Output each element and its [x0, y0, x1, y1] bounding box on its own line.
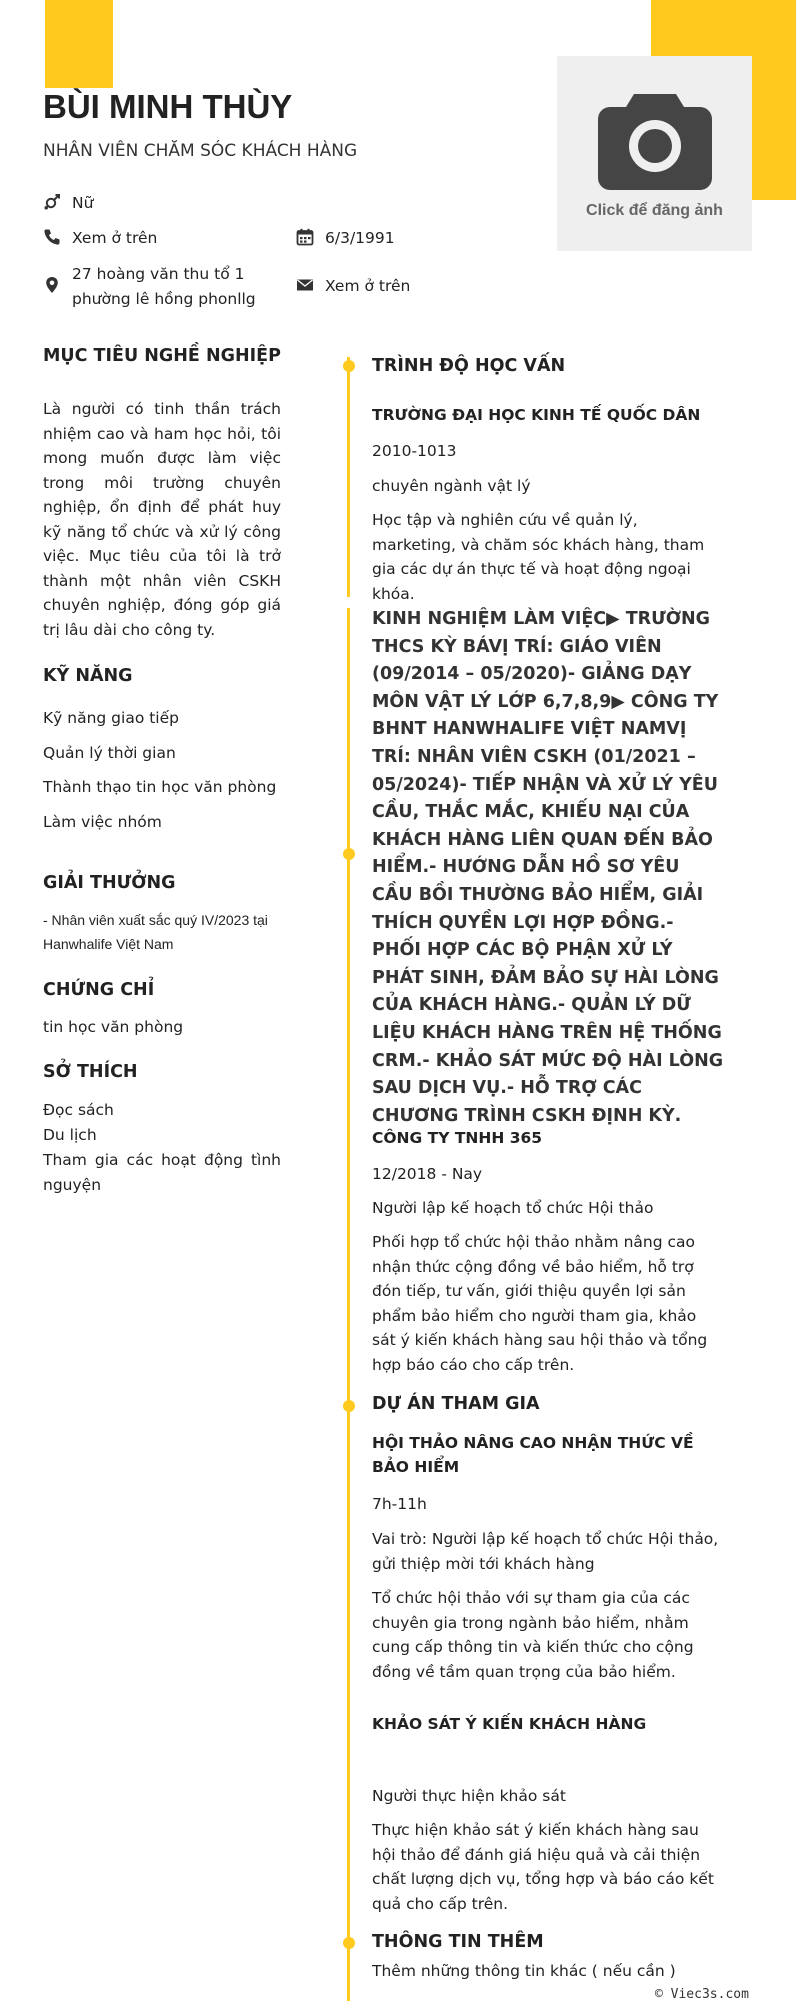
awards-title: GIẢI THƯỞNG — [43, 873, 176, 893]
project-description: Thực hiện khảo sát ý kiến khách hàng sau hội thảo để đánh giá hiệu quả và cải thiện chất lượng dịch vụ, tổng hợp và báo cáo kết quả cho cấp trên. — [372, 1821, 714, 1913]
gender-value: Nữ — [72, 194, 94, 212]
timeline-dot — [343, 360, 355, 372]
skills-title: KỸ NĂNG — [43, 666, 133, 686]
experience-description: Phối hợp tổ chức hội thảo nhằm nâng cao nhận thức cộng đồng về bảo hiểm, hỗ trợ đón tiếp, tư vấn, giới thiệu quyền lợi sản phẩm bảo hiểm cho người tham gia, khảo sát ý kiến khách hàng sau hội thảo và tổng hợp báo cáo cho cấp trên. — [372, 1233, 708, 1374]
company-name: CÔNG TY TNHH 365 — [372, 1129, 543, 1147]
timeline-line — [347, 608, 350, 2001]
email-icon — [296, 276, 314, 294]
project-description: Tổ chức hội thảo với sự tham gia của các chuyên gia trong ngành bảo hiểm, nhằm cung cấp thông tin và kiến thức cho cộng đồng về tầm quan trọng của bảo hiểm. — [372, 1589, 694, 1681]
project-title: KHẢO SÁT Ý KIẾN KHÁCH HÀNG — [372, 1715, 647, 1733]
project-title: HỘI THẢO NÂNG CAO NHẬN THỨC VỀ BẢO HIỂM — [372, 1434, 694, 1476]
gender-icon — [43, 193, 61, 211]
certs-title: CHỨNG CHỈ — [43, 980, 155, 1000]
watermark: © Viec3s.com — [655, 1987, 749, 2002]
skill-item: Thành thạo tin học văn phòng — [43, 778, 277, 796]
experience-period: 12/2018 - Nay — [372, 1165, 483, 1183]
experience-heading: KINH NGHIỆM LÀM VIỆC▶ TRƯỜNG THCS KỲ BÁVỊ TRÍ: GIÁO VIÊN (09/2014 – 05/2020)- GIẢNG DẠY MÔN VẬT LÝ LỚP 6,7,8,9▶ CÔNG TY BHNT HANWHALIFE VIỆT NAMVỊ TRÍ: NHÂN VIÊN CSKH (01/2021 – 05/2024)- TIẾP NHẬN VÀ XỬ LÝ YÊU CẦU, THẮC MẮC, KHIẾU NẠI CỦA KHÁCH HÀNG LIÊN QUAN ĐẾN BẢO HIỂM.- HƯỚNG DẪN HỒ SƠ YÊU CẦU BỒI THƯỜNG BẢO HIỂM, GIẢI THÍCH QUYỀN LỢI HỢP ĐỒNG.- PHỐI HỢP CÁC BỘ PHẬN XỬ LÝ PHÁT SINH, ĐẢM BẢO SỰ HÀI LÒNG CỦA KHÁCH HÀNG.- QUẢN LÝ DỮ LIỆU KHÁCH HÀNG TRÊN HỆ THỐNG CRM.- KHẢO SÁT MỨC ĐỘ HÀI LÒNG SAU DỊCH VỤ.- HỖ TRỢ CÁC CHƯƠNG TRÌNH CSKH ĐỊNH KỲ. — [372, 609, 724, 1126]
education-title: TRÌNH ĐỘ HỌC VẤN — [372, 356, 566, 376]
experience-role: Người lập kế hoạch tổ chức Hội thảo — [372, 1199, 654, 1217]
phone-value: Xem ở trên — [72, 229, 158, 247]
camera-icon — [596, 88, 714, 194]
education-period: 2010-1013 — [372, 442, 457, 460]
timeline-dot — [343, 1400, 355, 1412]
contact-phone — [43, 226, 157, 251]
education-description: Học tập và nghiên cứu về quản lý, marketing, và chăm sóc khách hàng, tham gia các dự án thực tế và hoạt động ngoại khóa. — [372, 511, 705, 603]
contact-email — [296, 274, 410, 299]
job-title: NHÂN VIÊN CHĂM SÓC KHÁCH HÀNG — [43, 141, 358, 161]
contact-gender — [43, 191, 93, 216]
objective-text: Là người có tinh thần trách nhiệm cao và ham học hỏi, tôi mong muốn được làm việc trong môi trường chuyên nghiệp, ổn định để phát huy kỹ năng tổ chức và xử lý công việc. Mục tiêu của tôi là trở thành một nhân viên CSKH chuyên nghiệp, đóng góp giá trị lâu dài cho công ty. — [43, 400, 281, 639]
calendar-icon — [296, 228, 314, 246]
projects-title: DỰ ÁN THAM GIA — [372, 1394, 540, 1414]
hobby-item: Đọc sách — [43, 1101, 114, 1119]
timeline-dot — [343, 1937, 355, 1949]
project-time: 7h-11h — [372, 1495, 427, 1513]
address-line-2: phường lê hồng phonllg — [72, 290, 256, 308]
extra-info-text: Thêm những thông tin khác ( nếu cần ) — [372, 1962, 676, 1980]
certs-text: tin học văn phòng — [43, 1018, 184, 1036]
education-major: chuyên ngành vật lý — [372, 477, 531, 495]
project-role: Vai trò: Người lập kế hoạch tổ chức Hội thảo, gửi thiệp mời tới khách hàng — [372, 1530, 719, 1573]
address-line-1: 27 hoàng văn thu tổ 1 — [72, 265, 245, 283]
timeline-line — [347, 357, 350, 597]
contact-address — [43, 262, 256, 312]
hobby-item: Du lịch — [43, 1126, 97, 1144]
photo-upload[interactable] — [557, 56, 752, 251]
skill-item: Quản lý thời gian — [43, 744, 176, 762]
project-role: Người thực hiện khảo sát — [372, 1787, 566, 1805]
phone-icon — [43, 228, 61, 246]
location-pin-icon — [43, 276, 61, 294]
candidate-name: BÙI MINH THÙY — [43, 88, 293, 125]
birthday-value: 6/3/1991 — [325, 229, 395, 247]
objective-title: MỤC TIÊU NGHỀ NGHIỆP — [43, 346, 281, 366]
extra-info-title: THÔNG TIN THÊM — [372, 1932, 544, 1952]
skill-item: Làm việc nhóm — [43, 813, 162, 831]
skill-item: Kỹ năng giao tiếp — [43, 709, 179, 727]
email-value: Xem ở trên — [325, 277, 411, 295]
school-name: TRƯỜNG ĐẠI HỌC KINH TẾ QUỐC DÂN — [372, 406, 701, 424]
timeline-dot — [343, 848, 355, 860]
hobby-item: Tham gia các hoạt động tình nguyện — [43, 1151, 281, 1194]
contact-birthday — [296, 226, 395, 251]
decor-block-left — [45, 0, 113, 88]
awards-text: - Nhân viên xuất sắc quý IV/2023 tại Hanwhalife Việt Nam — [43, 912, 268, 952]
photo-upload-label: Click để đăng ảnh — [586, 201, 723, 219]
hobbies-title: SỞ THÍCH — [43, 1062, 138, 1082]
